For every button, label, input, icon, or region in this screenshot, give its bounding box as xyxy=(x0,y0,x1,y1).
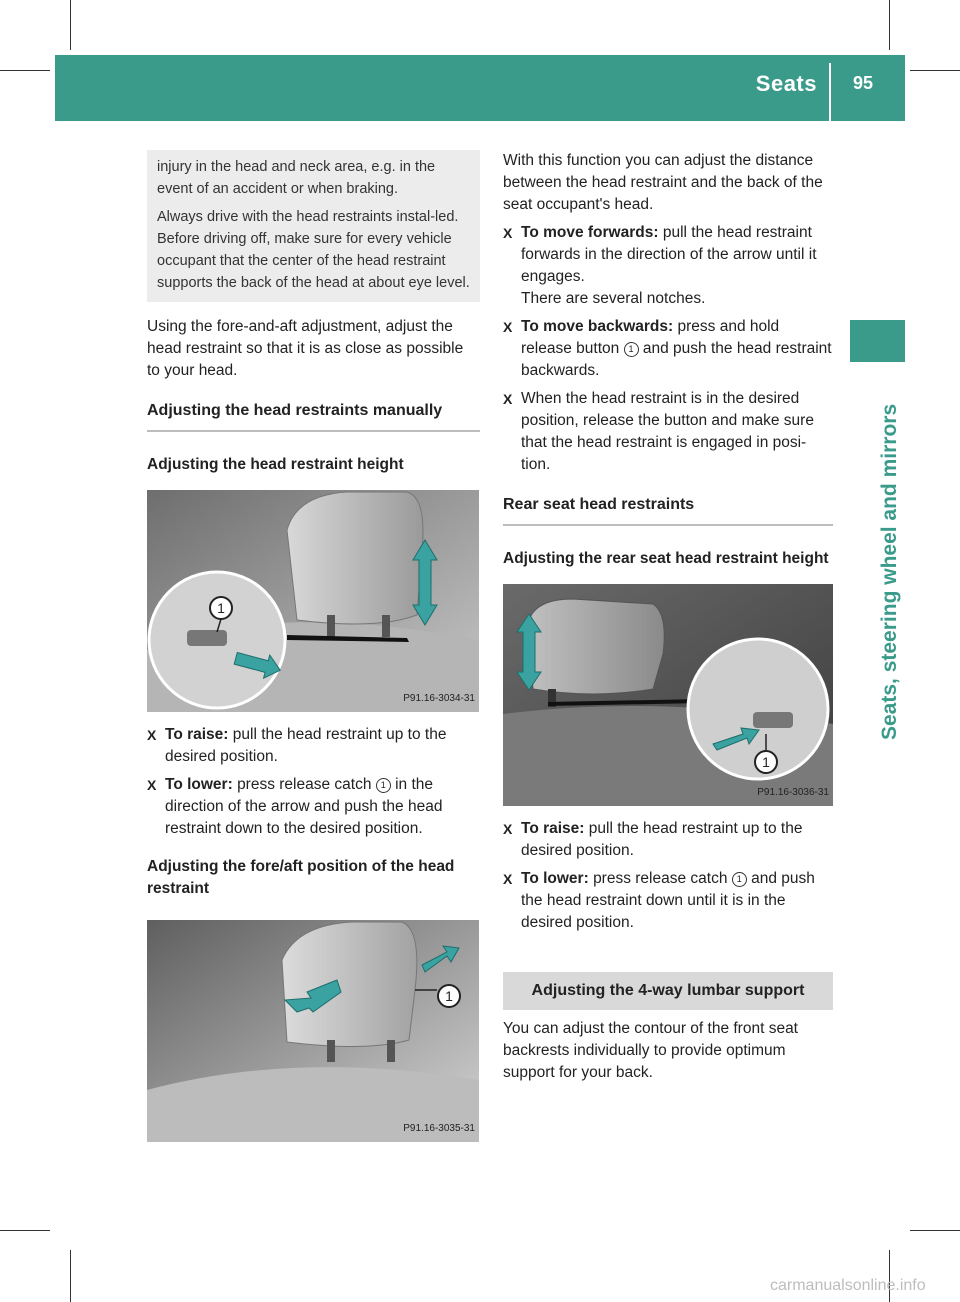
step-text: pull the head restraint up to the desired position. xyxy=(521,820,803,859)
footer-watermark: carmanualsonline.info xyxy=(770,1277,926,1294)
step-marker-icon: X xyxy=(147,777,157,793)
crop-mark xyxy=(70,1250,71,1302)
page-header xyxy=(55,55,905,121)
step-text: in the direction of the arrow and push the head restraint down to the desired position. xyxy=(165,776,443,837)
step-text: When the head restraint is in the desired position, release the button and make sure that the head restraint is engaged in posi-tion. xyxy=(521,390,814,473)
step-marker-icon: X xyxy=(503,391,513,407)
step-label: To raise: xyxy=(165,726,229,743)
step-marker-icon: X xyxy=(147,727,157,743)
illustration-head-restraint-height xyxy=(147,490,479,712)
step-label: To raise: xyxy=(521,820,585,837)
figure-code: P91.16-3036-31 xyxy=(757,787,829,798)
callout-ref: 1 xyxy=(732,872,747,887)
warning-note xyxy=(147,150,480,302)
intro-paragraph: With this function you can adjust the distance between the head restraint and the back of the seat occupant's head. xyxy=(503,152,823,213)
subsection-heading: Adjusting the fore/aft position of the head restraint xyxy=(147,858,455,897)
step-marker-icon: X xyxy=(503,821,513,837)
section-title: Seats xyxy=(755,71,817,96)
note-paragraph: Always drive with the head restraints instal-led. Before driving off, make sure for every vehicle occupant that the center of the head restraint supports the back of the head at about eye level. xyxy=(157,209,470,291)
step-marker-icon: X xyxy=(503,225,513,241)
crop-mark xyxy=(0,1230,50,1231)
instruction-step xyxy=(503,316,833,382)
subsection-heading: Adjusting the head restraint height xyxy=(147,456,404,473)
header-divider xyxy=(829,63,831,121)
crop-mark xyxy=(889,0,890,50)
section-heading: Rear seat head restraints xyxy=(503,494,833,526)
page-number: 95 xyxy=(852,73,873,93)
crop-mark xyxy=(910,1230,960,1231)
instruction-step xyxy=(503,222,833,310)
right-column xyxy=(503,150,833,1084)
step-text: press release catch xyxy=(237,776,372,793)
instruction-step xyxy=(147,724,480,768)
instruction-step xyxy=(503,388,833,476)
step-text: and push the head restraint down until it is in the desired position. xyxy=(521,870,815,931)
step-text: pull the head restraint up to the desired position. xyxy=(165,726,447,765)
instruction-step xyxy=(503,818,833,862)
crop-mark xyxy=(70,0,71,50)
figure-rear-head-restraint xyxy=(503,584,833,806)
crop-mark xyxy=(910,70,960,71)
side-thumb-tab xyxy=(850,320,905,362)
step-text: pull the head restraint forwards in the direction of the arrow until it engages. xyxy=(521,224,817,285)
step-label: To lower: xyxy=(165,776,233,793)
side-chapter-text: Seats, steering wheel and mirrors xyxy=(878,403,901,740)
subsection-heading: Adjusting the rear seat head restraint height xyxy=(503,550,829,567)
figure-code: P91.16-3035-31 xyxy=(403,1123,475,1134)
instruction-step xyxy=(147,774,480,840)
callout-1: 1 xyxy=(217,600,225,616)
instruction-step xyxy=(503,868,833,934)
illustration-rear-head-restraint xyxy=(503,584,833,806)
callout-1: 1 xyxy=(445,988,453,1004)
crop-mark xyxy=(0,70,50,71)
step-text: There are several notches. xyxy=(521,290,706,307)
step-label: To move backwards: xyxy=(521,318,674,335)
illustration-head-restraint-foreaft xyxy=(147,920,479,1142)
callout-ref: 1 xyxy=(376,778,391,793)
callout-1: 1 xyxy=(762,754,770,770)
step-text: press release catch xyxy=(593,870,728,887)
step-label: To lower: xyxy=(521,870,589,887)
figure-code: P91.16-3034-31 xyxy=(403,693,475,704)
figure-head-restraint-foreaft xyxy=(147,920,479,1142)
step-text: press and hold release button xyxy=(521,318,780,357)
step-label: To move forwards: xyxy=(521,224,659,241)
section-heading: Adjusting the head restraints manually xyxy=(147,400,480,432)
intro-paragraph: Using the fore-and-aft adjustment, adjust the head restraint so that it is as close as possible to your head. xyxy=(147,318,464,379)
callout-ref: 1 xyxy=(624,342,639,357)
lumbar-paragraph: You can adjust the contour of the front seat backrests individually to provide optimum support for your back. xyxy=(503,1020,798,1081)
left-column xyxy=(147,150,480,1142)
note-paragraph: injury in the head and neck area, e.g. in the event of an accident or when braking. xyxy=(157,159,436,197)
step-marker-icon: X xyxy=(503,319,513,335)
step-marker-icon: X xyxy=(503,871,513,887)
side-chapter-label xyxy=(858,370,901,750)
step-text: and push the head restraint backwards. xyxy=(521,340,832,379)
figure-head-restraint-height xyxy=(147,490,479,712)
boxed-section-heading: Adjusting the 4-way lumbar support xyxy=(503,972,833,1010)
